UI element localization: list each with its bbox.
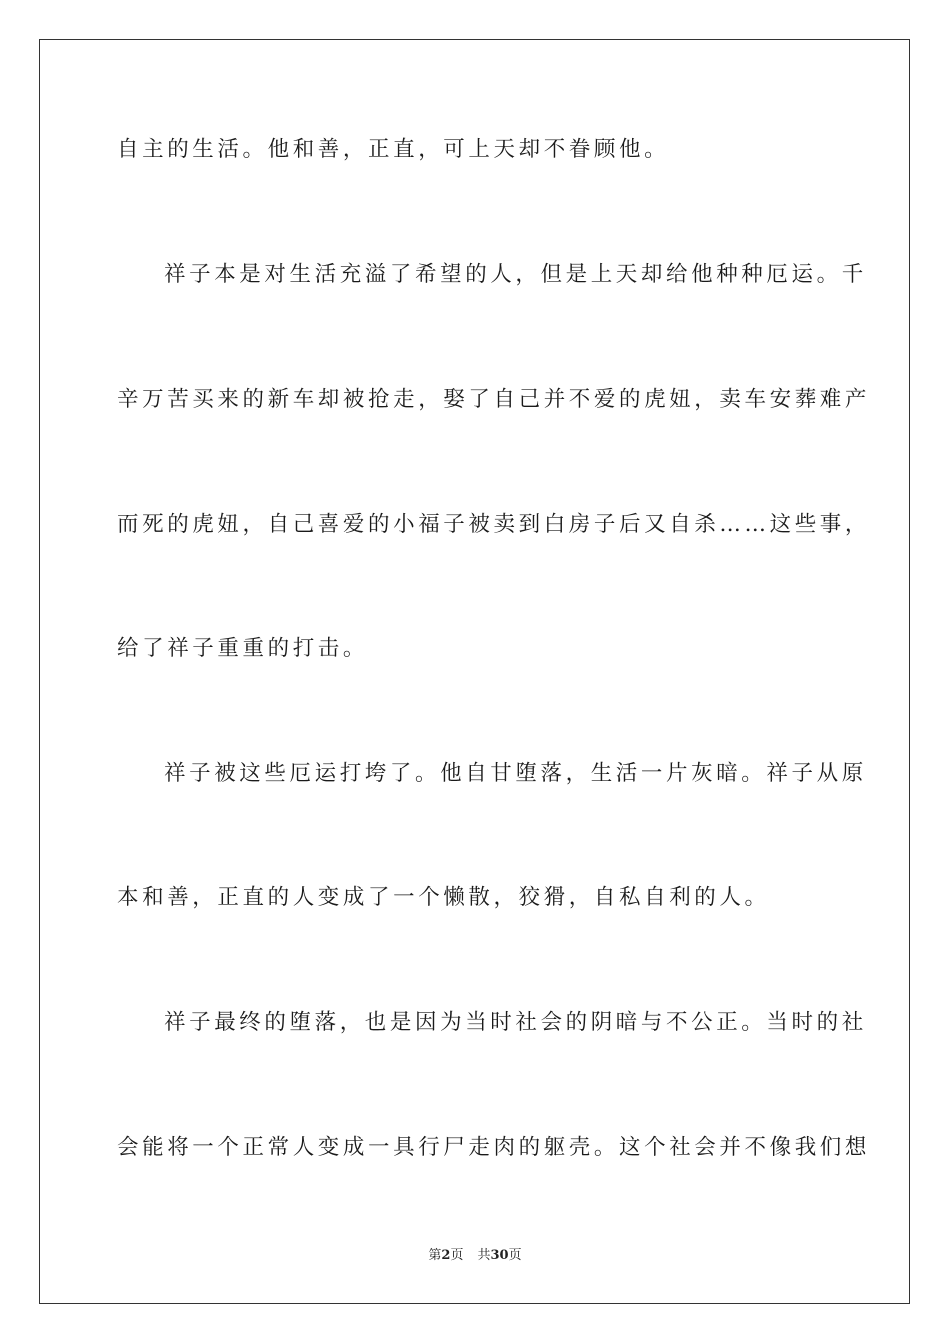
total-suffix: 页 <box>508 1248 522 1263</box>
page-footer <box>0 1248 950 1264</box>
total-pages: 30 <box>490 1248 509 1263</box>
page-prefix: 第 <box>428 1248 442 1263</box>
page-number: 2 <box>441 1248 451 1263</box>
text-line: 自主的生活。他和善，正直，可上天却不眷顾他。 <box>117 137 670 162</box>
paragraph-start-line: 祥子最终的堕落，也是因为当时社会的阴暗与不公正。当时的社 <box>164 1010 867 1035</box>
text-line: 给了祥子重重的打击。 <box>117 636 369 661</box>
page-border <box>39 39 910 1304</box>
paragraph-start-line: 祥子被这些厄运打垮了。他自甘堕落，生活一片灰暗。祥子从原 <box>164 761 867 786</box>
text-line: 本和善，正直的人变成了一个懒散，狡猾，自私自利的人。 <box>117 885 770 910</box>
paragraph-start-line: 祥子本是对生活充溢了希望的人，但是上天却给他种种厄运。千 <box>164 262 867 287</box>
text-line: 辛万苦买来的新车却被抢走，娶了自己并不爱的虎妞，卖车安葬难产 <box>117 387 871 412</box>
text-line: 会能将一个正常人变成一具行尸走肉的躯壳。这个社会并不像我们想 <box>117 1135 871 1160</box>
text-line: 而死的虎妞，自己喜爱的小福子被卖到白房子后又自杀……这些事， <box>117 512 871 537</box>
total-prefix: 共 <box>477 1248 491 1263</box>
page-suffix: 页 <box>450 1248 464 1263</box>
